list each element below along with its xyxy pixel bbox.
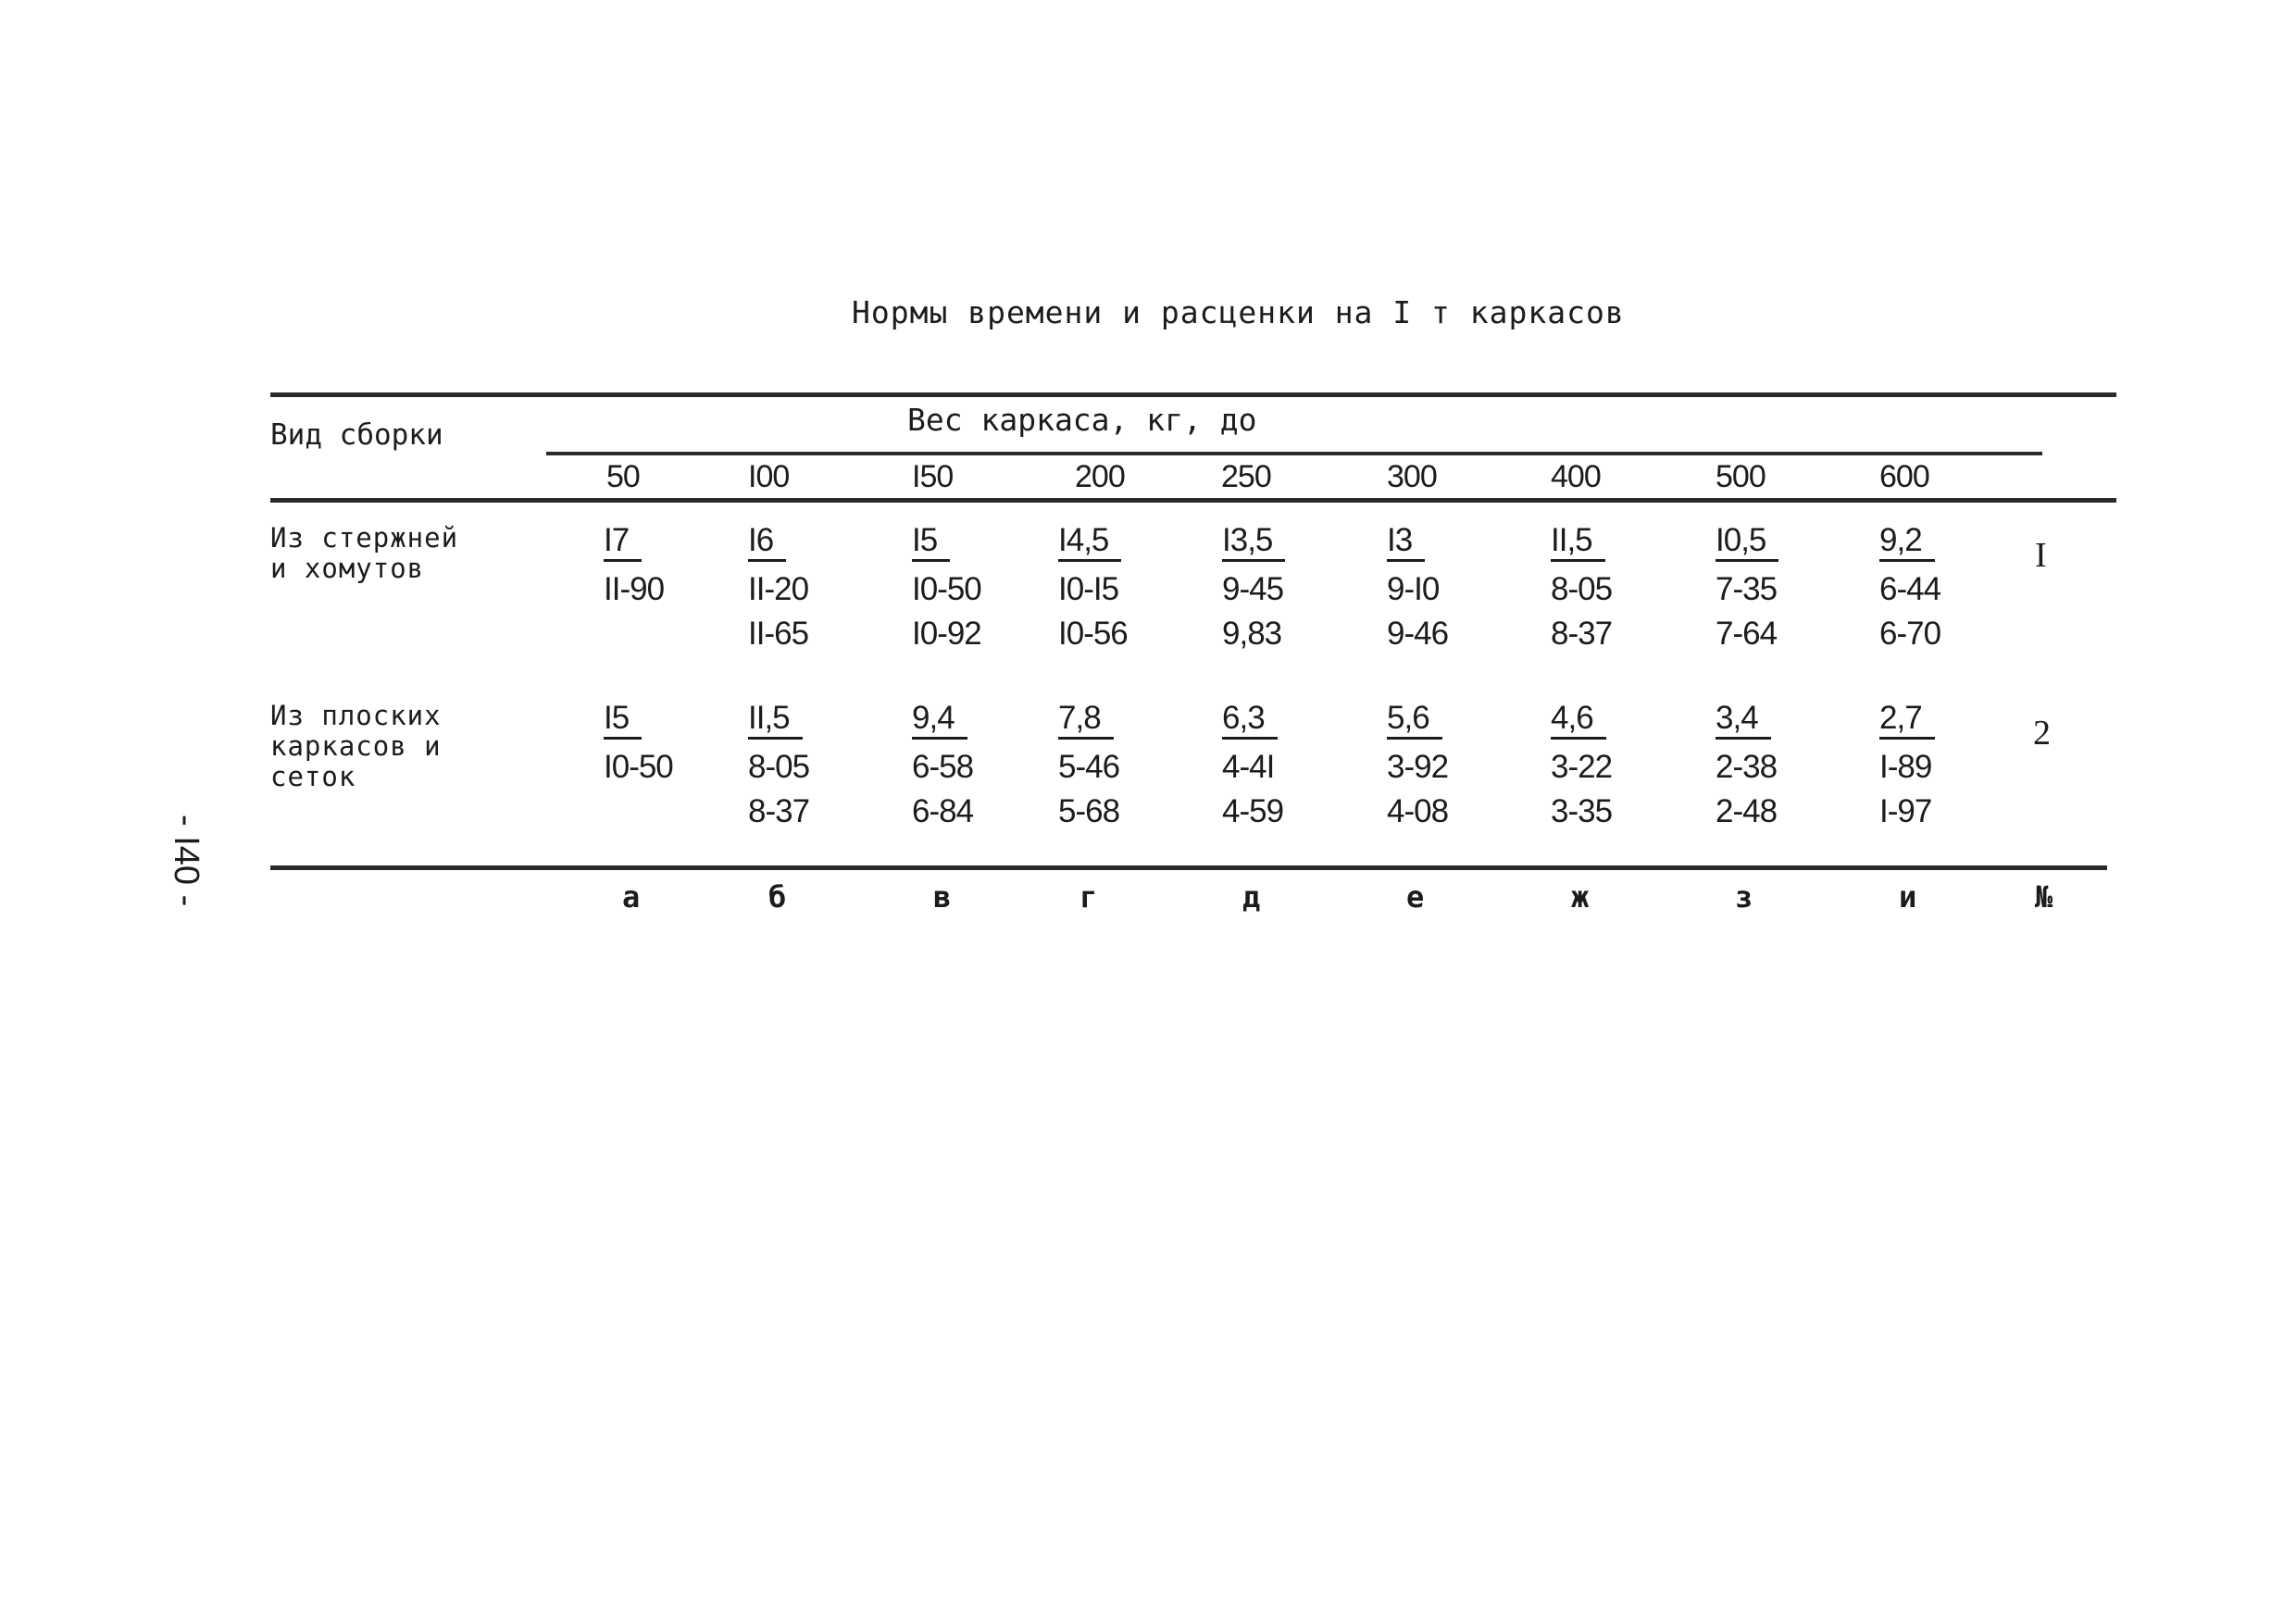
table-cell xyxy=(1387,518,1448,656)
rate-value: II-90 xyxy=(604,571,665,607)
rate-value: II-65 xyxy=(748,616,809,652)
table-cell xyxy=(1551,518,1612,656)
rate-value: 7-64 xyxy=(1716,616,1778,652)
norm-value: I5 xyxy=(604,700,642,740)
table-bottom-rule xyxy=(270,865,2107,870)
rate-value: 7-35 xyxy=(1716,571,1778,607)
number-column-label: № xyxy=(2035,879,2053,915)
norm-value: II,5 xyxy=(748,700,803,740)
norm-value: I7 xyxy=(604,522,642,562)
weight-header: 400 xyxy=(1551,459,1601,494)
table-cell xyxy=(604,696,673,790)
rate-value: 6-44 xyxy=(1879,571,1941,607)
rate-value: 6-58 xyxy=(912,749,974,785)
norm-value: 2,7 xyxy=(1879,700,1935,740)
rate-value: 4-08 xyxy=(1387,793,1449,829)
row-label: Из стержней и хомутов xyxy=(270,522,459,584)
norm-value: 4,6 xyxy=(1551,700,1606,740)
norm-value: I6 xyxy=(748,522,786,562)
column-letter: з xyxy=(1735,879,1753,915)
rate-value: 8-05 xyxy=(1551,571,1613,607)
weight-header: 300 xyxy=(1387,459,1437,494)
col-weight-label: Вес каркаса, кг, до xyxy=(907,402,1257,438)
rate-value: I0-92 xyxy=(912,616,981,652)
norm-value: 7,8 xyxy=(1058,700,1114,740)
rate-value: II-20 xyxy=(748,571,809,607)
norm-value: I3 xyxy=(1387,522,1425,562)
rate-value: I-97 xyxy=(1879,793,1932,829)
column-letter: и xyxy=(1899,879,1917,915)
norm-value: 9,2 xyxy=(1879,522,1935,562)
col-kind-label: Вид сборки xyxy=(270,418,443,452)
rate-value: 8-37 xyxy=(748,793,810,829)
weight-header: 250 xyxy=(1221,459,1271,494)
rate-value: 6-70 xyxy=(1879,616,1941,652)
column-letter: е xyxy=(1406,879,1425,915)
table-cell xyxy=(912,518,981,656)
weight-header: 500 xyxy=(1716,459,1766,494)
norm-value: I5 xyxy=(912,522,950,562)
norm-value: II,5 xyxy=(1551,522,1605,562)
rate-value: 9-I0 xyxy=(1387,571,1440,607)
table-cell xyxy=(1879,518,1940,656)
rate-value: I0-50 xyxy=(604,749,673,785)
rate-value: 2-38 xyxy=(1716,749,1778,785)
rate-value: 8-37 xyxy=(1551,616,1613,652)
rate-value: 9-46 xyxy=(1387,616,1449,652)
table-cell xyxy=(748,518,808,656)
norm-value: I0,5 xyxy=(1716,522,1778,562)
column-letter: д xyxy=(1242,879,1261,915)
weight-header: I00 xyxy=(748,459,790,494)
rate-value: 5-68 xyxy=(1058,793,1120,829)
table-cell xyxy=(1058,696,1119,834)
rate-value: 3-22 xyxy=(1551,749,1613,785)
table-cell xyxy=(1716,696,1777,834)
table-top-rule xyxy=(270,392,2116,397)
rate-value: 4-4I xyxy=(1222,749,1275,785)
column-letter: б xyxy=(768,879,787,915)
table-title: Нормы времени и расценки на I т каркасов xyxy=(852,294,1625,330)
weight-header: 200 xyxy=(1075,459,1125,494)
weight-header: I50 xyxy=(912,459,954,494)
row-number: I xyxy=(2035,536,2047,575)
rate-value: 4-59 xyxy=(1222,793,1284,829)
norm-value: I3,5 xyxy=(1222,522,1285,562)
column-letter: а xyxy=(622,879,641,915)
column-letter: в xyxy=(933,879,952,915)
table-cell xyxy=(1551,696,1612,834)
rate-value: 3-92 xyxy=(1387,749,1449,785)
table-cell xyxy=(1222,518,1285,656)
norm-value: 6,3 xyxy=(1222,700,1278,740)
table-cell xyxy=(604,518,664,612)
norm-value: 5,6 xyxy=(1387,700,1442,740)
rate-value: I0-50 xyxy=(912,571,981,607)
table-cell xyxy=(1879,696,1935,834)
rate-value: I0-56 xyxy=(1058,616,1128,652)
norm-value: 9,4 xyxy=(912,700,967,740)
table-cell xyxy=(1716,518,1778,656)
column-letter: ж xyxy=(1571,879,1590,915)
row-number: 2 xyxy=(2033,714,2051,753)
table-header-rule xyxy=(270,498,2116,503)
rate-value: 9-45 xyxy=(1222,571,1284,607)
table-cell xyxy=(1222,696,1283,834)
rate-value: 2-48 xyxy=(1716,793,1778,829)
norm-value: 3,4 xyxy=(1716,700,1771,740)
weight-header-rule xyxy=(546,452,2042,455)
row-label: Из плоских каркасов и сеток xyxy=(270,700,442,792)
rate-value: 6-84 xyxy=(912,793,974,829)
page-number: - I40 - xyxy=(167,815,206,907)
column-letter: г xyxy=(1079,879,1098,915)
table-cell xyxy=(748,696,809,834)
table-cell xyxy=(1058,518,1128,656)
table-cell xyxy=(912,696,973,834)
rate-value: I0-I5 xyxy=(1058,571,1119,607)
weight-header: 50 xyxy=(606,459,640,494)
rate-value: 5-46 xyxy=(1058,749,1120,785)
weight-header: 600 xyxy=(1879,459,1929,494)
rate-value: 3-35 xyxy=(1551,793,1613,829)
norm-value: I4,5 xyxy=(1058,522,1121,562)
rate-value: 8-05 xyxy=(748,749,810,785)
table-cell xyxy=(1387,696,1448,834)
rate-value: I-89 xyxy=(1879,749,1932,785)
rate-value: 9,83 xyxy=(1222,616,1282,652)
